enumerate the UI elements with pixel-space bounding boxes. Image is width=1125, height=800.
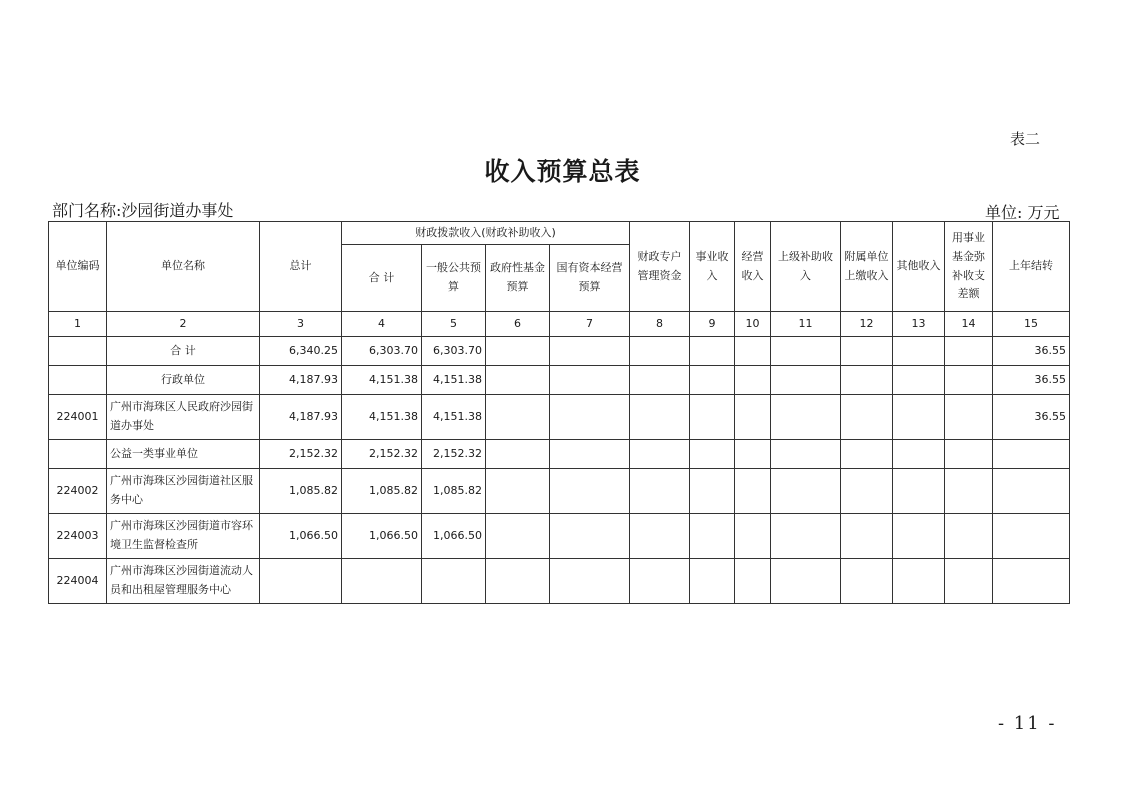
fiscal-subtotal-cell: 4,151.38 xyxy=(342,395,422,440)
unit-code-cell xyxy=(49,366,107,395)
unit-code-cell xyxy=(49,440,107,469)
empty-cell xyxy=(841,366,893,395)
empty-cell xyxy=(550,559,630,604)
table-row xyxy=(49,514,1070,559)
empty-cell xyxy=(841,514,893,559)
table-row-total xyxy=(49,337,1070,366)
empty-cell xyxy=(630,514,690,559)
header-carryover: 上年结转 xyxy=(993,222,1070,312)
page-title: 收入预算总表 xyxy=(484,157,641,186)
empty-cell xyxy=(893,337,945,366)
empty-cell xyxy=(945,366,993,395)
total-cell: 6,340.25 xyxy=(260,337,342,366)
empty-cell xyxy=(735,440,771,469)
col-number: 9 xyxy=(690,312,735,337)
empty-cell xyxy=(771,559,841,604)
empty-cell xyxy=(945,514,993,559)
unit-label: 单位: 万元 xyxy=(985,203,1060,222)
unit-name-cell: 合 计 xyxy=(107,337,260,366)
header-state-capital: 国有资本经营预算 xyxy=(550,245,630,312)
empty-cell xyxy=(771,395,841,440)
empty-cell xyxy=(893,469,945,514)
carryover-cell: 36.55 xyxy=(993,395,1070,440)
empty-cell xyxy=(771,337,841,366)
empty-cell xyxy=(690,559,735,604)
empty-cell xyxy=(690,366,735,395)
empty-cell xyxy=(841,440,893,469)
empty-cell xyxy=(550,337,630,366)
empty-cell xyxy=(735,469,771,514)
unit-code-cell xyxy=(49,337,107,366)
fiscal-subtotal-cell: 4,151.38 xyxy=(342,366,422,395)
empty-cell xyxy=(486,395,550,440)
table-row xyxy=(49,395,1070,440)
carryover-cell xyxy=(993,514,1070,559)
empty-cell xyxy=(486,440,550,469)
empty-cell xyxy=(690,469,735,514)
fiscal-subtotal-cell: 1,085.82 xyxy=(342,469,422,514)
general-public-cell: 6,303.70 xyxy=(422,337,486,366)
empty-cell xyxy=(735,514,771,559)
empty-cell xyxy=(735,395,771,440)
unit-name-cell: 公益一类事业单位 xyxy=(107,440,260,469)
empty-cell xyxy=(893,514,945,559)
fiscal-subtotal-cell: 2,152.32 xyxy=(342,440,422,469)
carryover-cell: 36.55 xyxy=(993,337,1070,366)
empty-cell xyxy=(486,469,550,514)
header-business-income: 事业收入 xyxy=(690,222,735,312)
empty-cell xyxy=(771,366,841,395)
carryover-cell xyxy=(993,559,1070,604)
total-cell: 1,066.50 xyxy=(260,514,342,559)
empty-cell xyxy=(630,366,690,395)
unit-code-cell: 224004 xyxy=(49,559,107,604)
col-number: 3 xyxy=(260,312,342,337)
table-row xyxy=(49,469,1070,514)
empty-cell xyxy=(945,469,993,514)
total-cell: 1,085.82 xyxy=(260,469,342,514)
total-cell: 4,187.93 xyxy=(260,395,342,440)
col-number: 7 xyxy=(550,312,630,337)
unit-code-cell: 224001 xyxy=(49,395,107,440)
unit-name-cell: 广州市海珠区沙园街道市容环境卫生监督检查所 xyxy=(107,514,260,559)
header-affiliated-turnover: 附属单位上缴收入 xyxy=(841,222,893,312)
empty-cell xyxy=(486,514,550,559)
empty-cell xyxy=(735,337,771,366)
carryover-cell xyxy=(993,469,1070,514)
empty-cell xyxy=(771,514,841,559)
empty-cell xyxy=(630,469,690,514)
header-total: 总计 xyxy=(260,222,342,312)
col-number: 1 xyxy=(49,312,107,337)
col-number: 4 xyxy=(342,312,422,337)
header-unit-code: 单位编码 xyxy=(49,222,107,312)
carryover-cell: 36.55 xyxy=(993,366,1070,395)
empty-cell xyxy=(630,337,690,366)
empty-cell xyxy=(486,366,550,395)
empty-cell xyxy=(735,559,771,604)
total-cell: 4,187.93 xyxy=(260,366,342,395)
header-fiscal-subtotal: 合 计 xyxy=(342,245,422,312)
header-operating-income: 经营收入 xyxy=(735,222,771,312)
unit-name-cell: 行政单位 xyxy=(107,366,260,395)
fiscal-subtotal-cell xyxy=(342,559,422,604)
empty-cell xyxy=(771,469,841,514)
empty-cell xyxy=(630,395,690,440)
empty-cell xyxy=(690,514,735,559)
empty-cell xyxy=(690,440,735,469)
table-row xyxy=(49,559,1070,604)
col-number: 11 xyxy=(771,312,841,337)
unit-code-cell: 224003 xyxy=(49,514,107,559)
general-public-cell: 1,066.50 xyxy=(422,514,486,559)
total-cell xyxy=(260,559,342,604)
col-number: 13 xyxy=(893,312,945,337)
col-number: 2 xyxy=(107,312,260,337)
col-number: 10 xyxy=(735,312,771,337)
income-budget-table xyxy=(48,221,1070,604)
carryover-cell xyxy=(993,440,1070,469)
empty-cell xyxy=(690,337,735,366)
unit-name-cell: 广州市海珠区沙园街道流动人员和出租屋管理服务中心 xyxy=(107,559,260,604)
empty-cell xyxy=(550,395,630,440)
general-public-cell: 2,152.32 xyxy=(422,440,486,469)
fiscal-subtotal-cell: 1,066.50 xyxy=(342,514,422,559)
general-public-cell xyxy=(422,559,486,604)
col-number: 8 xyxy=(630,312,690,337)
table-row xyxy=(49,366,1070,395)
header-fiscal-group: 财政拨款收入(财政补助收入) xyxy=(342,222,630,245)
page-number: - 11 - xyxy=(998,713,1057,734)
empty-cell xyxy=(486,559,550,604)
empty-cell xyxy=(893,366,945,395)
unit-name-cell: 广州市海珠区人民政府沙园街道办事处 xyxy=(107,395,260,440)
empty-cell xyxy=(630,440,690,469)
empty-cell xyxy=(893,440,945,469)
fiscal-subtotal-cell: 6,303.70 xyxy=(342,337,422,366)
header-special-account: 财政专户管理资金 xyxy=(630,222,690,312)
empty-cell xyxy=(893,559,945,604)
col-number: 15 xyxy=(993,312,1070,337)
header-general-public: 一般公共预算 xyxy=(422,245,486,312)
col-number: 5 xyxy=(422,312,486,337)
header-gov-fund: 政府性基金预算 xyxy=(486,245,550,312)
empty-cell xyxy=(630,559,690,604)
empty-cell xyxy=(841,559,893,604)
empty-cell xyxy=(945,559,993,604)
empty-cell xyxy=(486,337,550,366)
col-number: 14 xyxy=(945,312,993,337)
empty-cell xyxy=(690,395,735,440)
empty-cell xyxy=(550,366,630,395)
header-fund-balance: 用事业基金弥补收支差额 xyxy=(945,222,993,312)
department-name: 部门名称:沙园街道办事处 xyxy=(52,201,234,220)
general-public-cell: 1,085.82 xyxy=(422,469,486,514)
empty-cell xyxy=(771,440,841,469)
general-public-cell: 4,151.38 xyxy=(422,395,486,440)
header-unit-name: 单位名称 xyxy=(107,222,260,312)
empty-cell xyxy=(735,366,771,395)
empty-cell xyxy=(945,337,993,366)
col-number: 6 xyxy=(486,312,550,337)
empty-cell xyxy=(945,395,993,440)
empty-cell xyxy=(841,337,893,366)
empty-cell xyxy=(945,440,993,469)
general-public-cell: 4,151.38 xyxy=(422,366,486,395)
header-other-income: 其他收入 xyxy=(893,222,945,312)
header-superior-subsidy: 上级补助收入 xyxy=(771,222,841,312)
table-number: 表二 xyxy=(1010,130,1041,148)
empty-cell xyxy=(841,395,893,440)
empty-cell xyxy=(841,469,893,514)
unit-code-cell: 224002 xyxy=(49,469,107,514)
column-number-row xyxy=(49,312,1070,337)
empty-cell xyxy=(893,395,945,440)
total-cell: 2,152.32 xyxy=(260,440,342,469)
empty-cell xyxy=(550,514,630,559)
empty-cell xyxy=(550,469,630,514)
table-row xyxy=(49,440,1070,469)
col-number: 12 xyxy=(841,312,893,337)
unit-name-cell: 广州市海珠区沙园街道社区服务中心 xyxy=(107,469,260,514)
empty-cell xyxy=(550,440,630,469)
